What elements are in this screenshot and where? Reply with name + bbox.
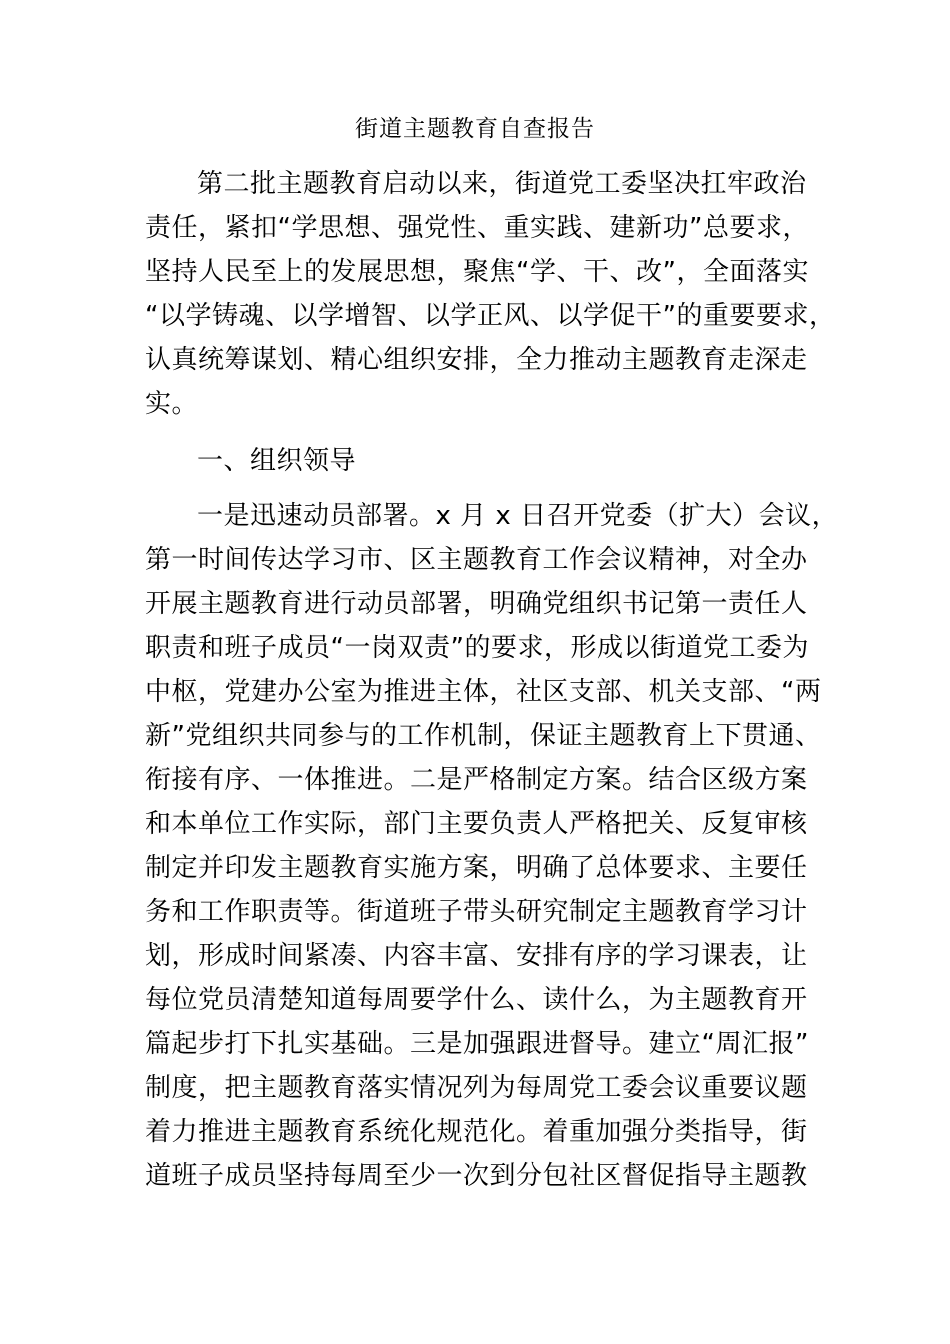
section-line-11: 划，形成时间紧凑、内容丰富、安排有序的学习课表，让 <box>145 941 808 971</box>
intro-line-5: 认真统筹谋划、精心组织安排，全力推动主题教育走深走 <box>145 345 808 375</box>
section-line-7: 衔接有序、一体推进。二是严格制定方案。结合区级方案 <box>145 765 808 795</box>
intro-line-4: “以学铸魂、以学增智、以学正风、以学促干”的重要要求， <box>145 301 836 331</box>
section-line-5: 中枢，党建办公室为推进主体，社区支部、机关支部、“两 <box>145 677 822 707</box>
section-line-16: 道班子成员坚持每周至少一次到分包社区督促指导主题教 <box>145 1161 808 1191</box>
section-line-8: 和本单位工作实际，部门主要负责人严格把关、反复审核 <box>145 809 808 839</box>
section-line-6: 新”党组织共同参与的工作机制，保证主题教育上下贯通、 <box>145 721 822 751</box>
section-heading: 一、组织领导 <box>197 446 357 476</box>
intro-line-1: 第二批主题教育启动以来，街道党工委坚决扛牢政治 <box>197 169 807 199</box>
section-line-9: 制定并印发主题教育实施方案，明确了总体要求、主要任 <box>145 853 808 883</box>
section-line-2: 第一时间传达学习市、区主题教育工作会议精神，对全办 <box>145 545 808 575</box>
intro-line-2: 责任，紧扣“学思想、强党性、重实践、建新功”总要求， <box>145 213 809 243</box>
section-line-1: 一是迅速动员部署。x 月 x 日召开党委（扩大）会议， <box>197 501 839 531</box>
section-line-3: 开展主题教育进行动员部署，明确党组织书记第一责任人 <box>145 589 808 619</box>
section-line-12: 每位党员清楚知道每周要学什么、读什么，为主题教育开 <box>145 985 808 1015</box>
section-line-10: 务和工作职责等。街道班子带头研究制定主题教育学习计 <box>145 897 808 927</box>
intro-line-6: 实。 <box>145 389 199 419</box>
section-line-14: 制度，把主题教育落实情况列为每周党工委会议重要议题 <box>145 1073 808 1103</box>
section-line-13: 篇起步打下扎实基础。三是加强跟进督导。建立“周汇报” <box>145 1029 809 1059</box>
intro-line-3: 坚持人民至上的发展思想，聚焦“学、干、改”，全面落实 <box>145 257 809 287</box>
document-title: 街道主题教育自查报告 <box>355 116 595 142</box>
section-line-4: 职责和班子成员“一岗双责”的要求，形成以街道党工委为 <box>145 633 809 663</box>
section-line-15: 着力推进主题教育系统化规范化。着重加强分类指导，街 <box>145 1117 808 1147</box>
